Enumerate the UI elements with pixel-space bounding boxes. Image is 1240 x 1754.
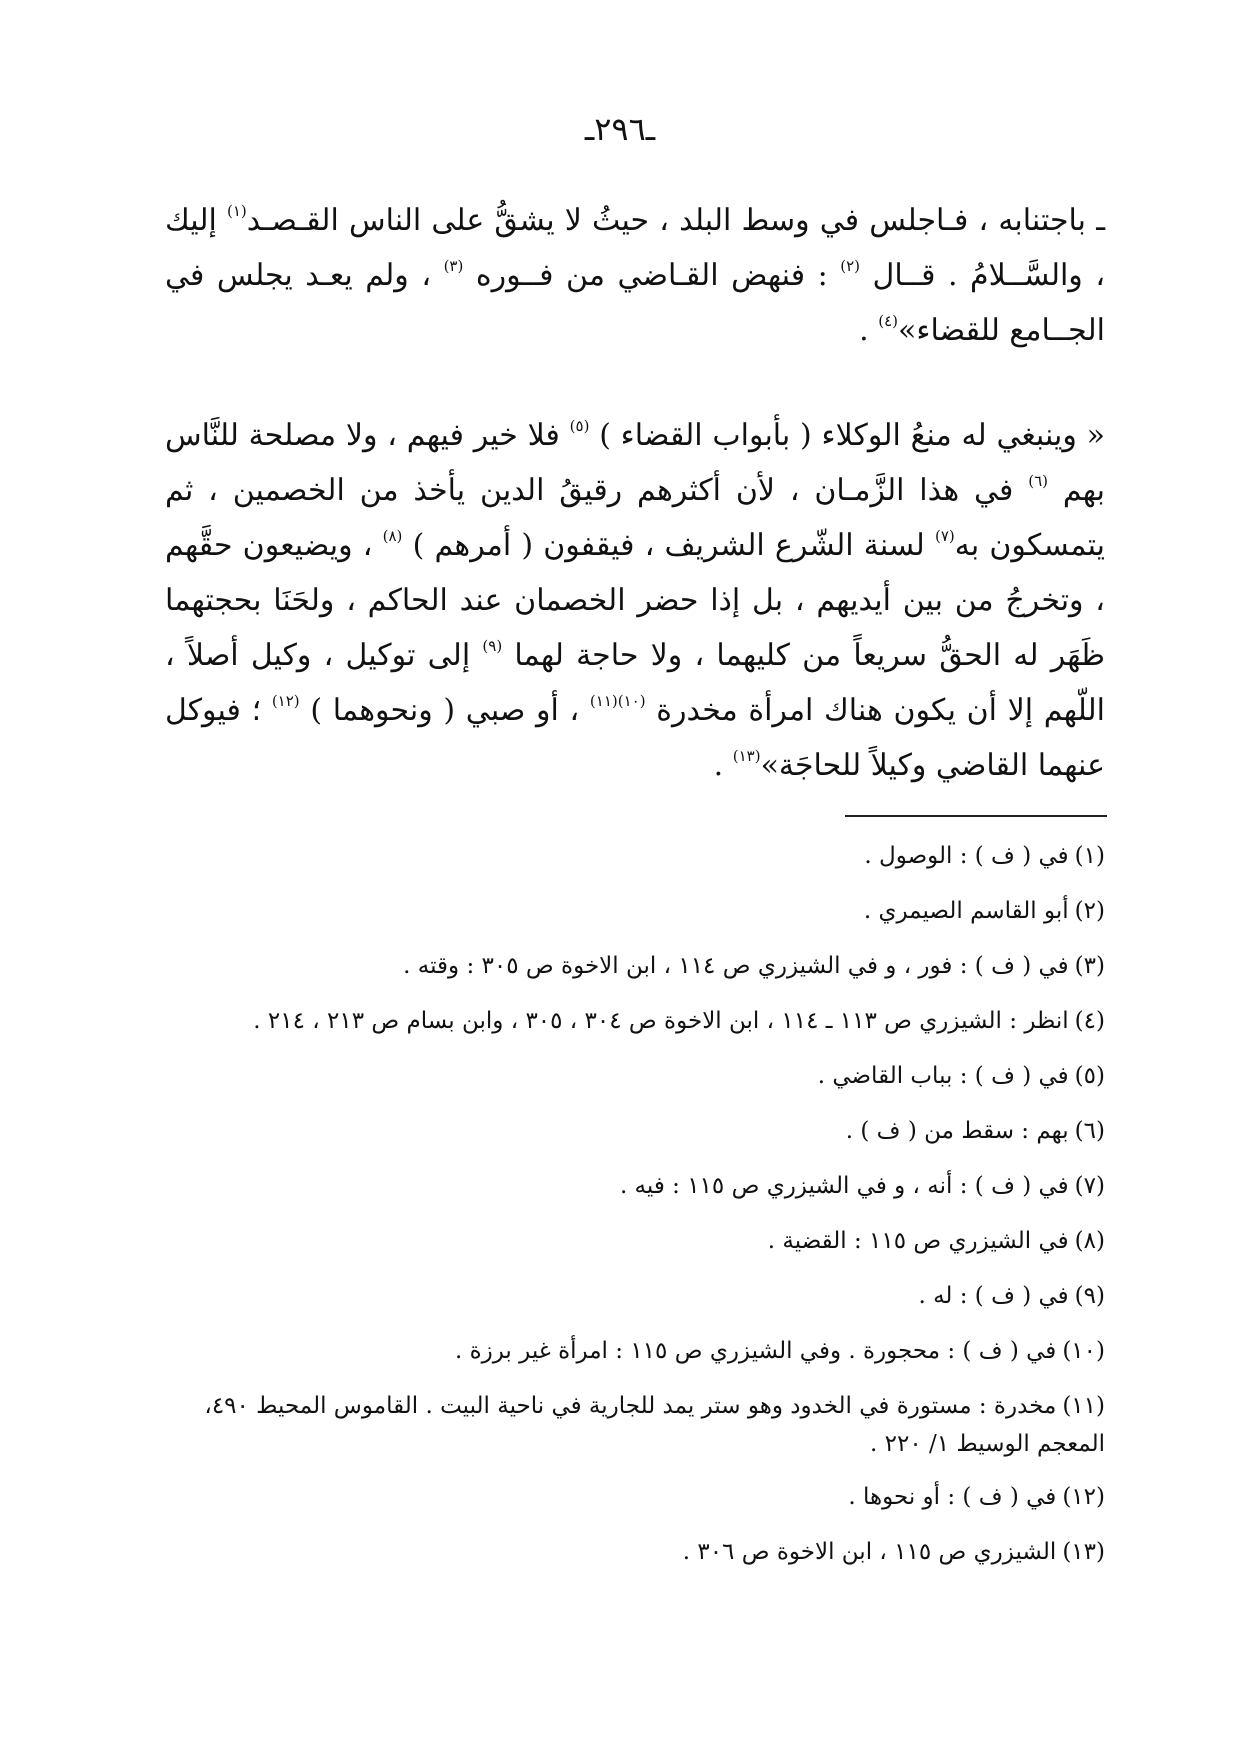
footnote-number: (٢): [1074, 898, 1105, 924]
footnote-ref-8: (٨): [382, 527, 403, 545]
text-run: : فنهض القـاضي من فــوره: [463, 258, 841, 293]
footnote-10: [150, 1332, 1105, 1370]
footnote-ref-1: (١): [227, 202, 247, 220]
footnote-13: [150, 1533, 1105, 1571]
footnote-number: (٣): [1074, 953, 1105, 979]
text-run: ، أو صبي ( ونحوهما ): [299, 693, 590, 728]
text-run: في هذا الزَّمـان ، لأن أكثرهم رقيقُ الدين يأخذ من الخصمين ، ثم يتمسكون به: [165, 473, 1105, 563]
main-text-paragraph-2: [165, 408, 1105, 793]
footnote-number: (١٣): [1062, 1539, 1105, 1565]
footnote-text: في الشيزري ص ١١٥ : القضية .: [767, 1228, 1069, 1254]
text-run: ـ باجتنابه ، فـاجلس في وسط البلد ، حيثُ لا يشقُّ على الناس القـصـد: [246, 203, 1105, 238]
footnote-1: [150, 837, 1105, 875]
footnote-text: في ( ف ) : له .: [918, 1283, 1069, 1309]
footnote-text: في ( ف ) : بباب القاضي .: [817, 1063, 1069, 1089]
text-run: .: [859, 313, 879, 348]
footnote-ref-3: (٣): [443, 257, 464, 275]
footnote-text: في ( ف ) : أنه ، و في الشيزري ص ١١٥ : فيه .: [619, 1173, 1069, 1199]
footnote-text: مخدرة : مستورة في الخدود وهو ستر يمد للجارية في ناحية البيت . القاموس المحيط ٤٩٠، المعجم الوسيط ١/ ٢٢٠ .: [204, 1393, 1105, 1457]
main-text-paragraph-1: [165, 193, 1105, 358]
text-run: .: [713, 748, 733, 783]
page-number: ـ٢٩٦ـ: [584, 110, 656, 148]
footnote-number: (٤): [1074, 1008, 1105, 1034]
footnote-text: انظر : الشيزري ص ١١٣ ـ ١١٤ ، ابن الاخوة ص ٣٠٤ ، ٣٠٥ ، وابن بسام ص ٢١٣ ، ٢١٤ .: [253, 1008, 1069, 1034]
footnote-ref-5: (٥): [569, 417, 590, 435]
footnote-12: [150, 1478, 1105, 1516]
footnote-6: [150, 1112, 1105, 1150]
footnote-8: [150, 1222, 1105, 1260]
footnote-text: في ( ف ) : فور ، و في الشيزري ص ١١٤ ، ابن الاخوة ص ٣٠٥ : وقته .: [403, 953, 1069, 979]
paragraph-text: [165, 408, 1105, 793]
paragraph-text: [165, 193, 1105, 358]
text-run: « وينبغي له منعُ الوكلاء ( بأبواب القضاء ): [589, 418, 1105, 453]
text-run: إلى توكيل ، وكيل أصلاً ، اللّهم إلا أن يكون هناك امرأة مخدرة: [165, 638, 1105, 728]
footnote-ref-9: (٩): [482, 637, 503, 655]
footnote-4: [150, 1002, 1105, 1040]
footnote-number: (٨): [1074, 1228, 1105, 1254]
footnote-ref-13: (١٣): [732, 747, 761, 765]
footnote-ref-7: (٧): [935, 527, 955, 545]
footnote-text: في ( ف ) : محجورة . وفي الشيزري ص ١١٥ : امرأة غير برزة .: [454, 1338, 1057, 1364]
footnote-2: [150, 892, 1105, 930]
footnote-ref-10-11: (١٠)(١١): [589, 692, 646, 710]
text-run: ؛ فيوكل عنهما القاضي وكيلاً للحاجَة»: [165, 693, 1105, 783]
footnote-number: (٩): [1074, 1283, 1105, 1309]
footnote-text: في ( ف ) : أو نحوها .: [848, 1484, 1057, 1510]
footnote-number: (١٢): [1062, 1484, 1105, 1510]
footnote-3: [150, 947, 1105, 985]
footnote-separator: [845, 815, 1107, 817]
footnote-number: (٥): [1074, 1063, 1105, 1089]
text-run: فلا خير فيهم ، ولا مصلحة للنَّاس بهم: [165, 418, 1105, 508]
footnote-text: بهم : سقط من ( ف ) .: [845, 1118, 1069, 1144]
footnote-9: [150, 1277, 1105, 1315]
footnotes-list: [150, 837, 1105, 1588]
footnote-number: (٦): [1074, 1118, 1105, 1144]
footnote-number: (١٠): [1062, 1338, 1105, 1364]
footnote-ref-12: (١٢): [271, 692, 300, 710]
footnote-7: [150, 1167, 1105, 1205]
footnote-number: (٧): [1074, 1173, 1105, 1199]
footnote-ref-2: (٢): [840, 257, 861, 275]
text-run: لسنة الشّرع الشريف ، فيقفون ( أمرهم ): [402, 528, 935, 563]
footnote-ref-6: (٦): [1028, 472, 1048, 490]
footnote-11: [150, 1387, 1105, 1463]
text-run: ، ولم يعـد يجلس في الجــامع للقضاء»: [165, 258, 1105, 348]
footnote-text: في ( ف ) : الوصول .: [864, 843, 1069, 869]
footnote-text: الشيزري ص ١١٥ ، ابن الاخوة ص ٣٠٦ .: [682, 1539, 1057, 1565]
footnote-5: [150, 1057, 1105, 1095]
footnote-ref-4: (٤): [878, 312, 898, 330]
footnote-text: أبو القاسم الصيمري .: [863, 898, 1069, 924]
text-run: إليك ، والسَّــلامُ . قــال: [165, 203, 1106, 293]
footnote-number: (١): [1074, 843, 1105, 869]
text-run: ، ويضيعون حقَّهم ، وتخرجُ من بين أيديهم ، بل إذا حضر الخصمان عند الحاكم ، ولحَنَا بحجتهما ظَهَر له الحقُّ سريعاً من كليهما ، ولا حاجة لهما: [165, 528, 1106, 673]
footnote-number: (١١): [1062, 1393, 1105, 1419]
